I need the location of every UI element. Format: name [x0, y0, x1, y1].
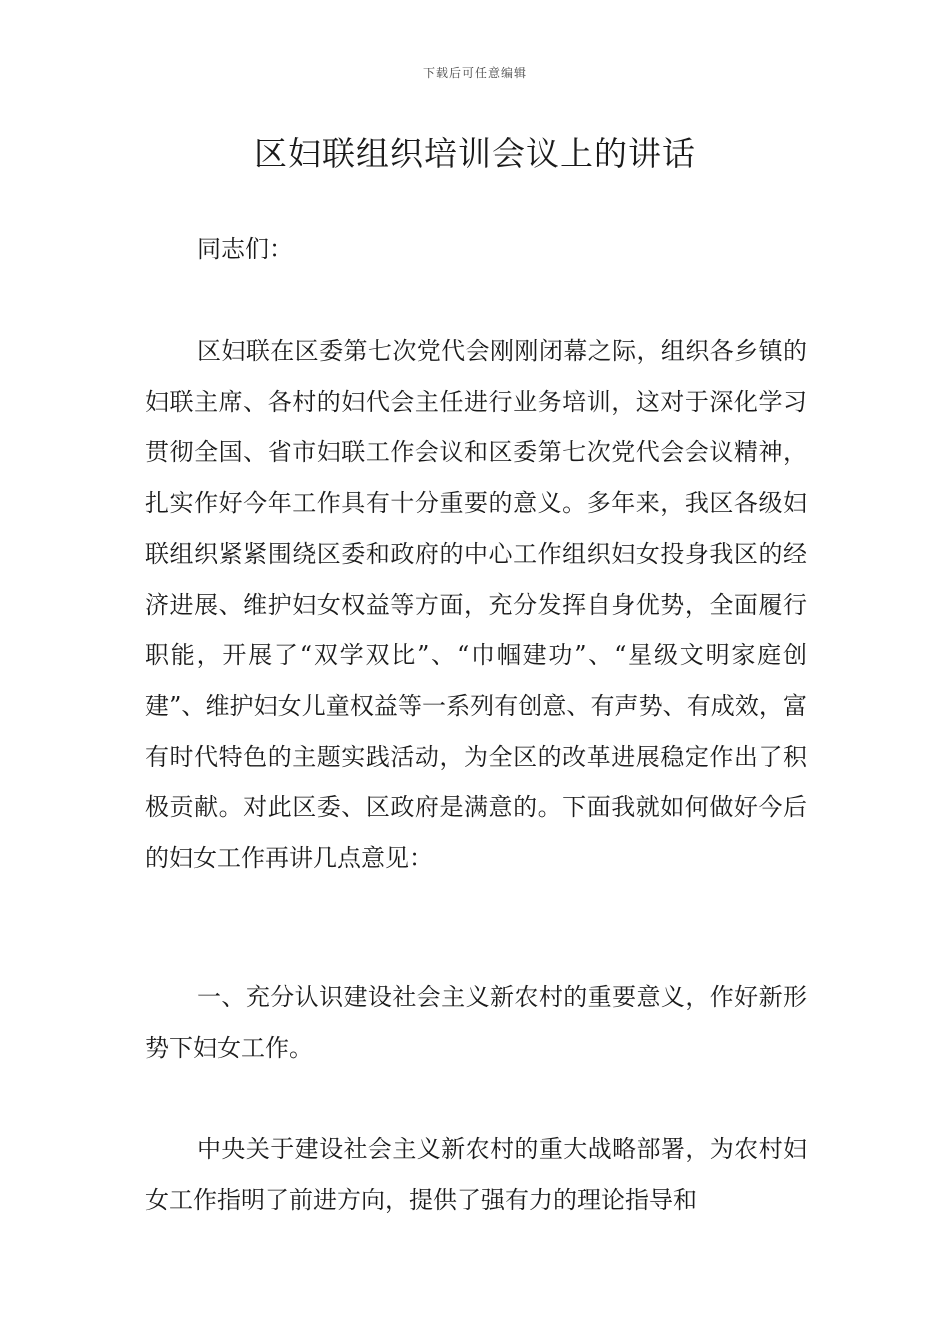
paragraph-central: 中央关于建设社会主义新农村的重大战略部署，为农村妇女工作指明了前进方向，提供了强有力的理论指导和: [145, 1135, 807, 1214]
header-note: 下载后可任意编辑: [422, 66, 527, 80]
greeting: 同志们：: [197, 235, 293, 263]
document-title: 区妇联组织培训会议上的讲话: [254, 134, 696, 173]
paragraph-intro: 区妇联在区委第七次党代会刚刚闭幕之际，组织各乡镇的妇联主席、各村的妇代会主任进行业务培训，这对于深化学习贯彻全国、省市妇联工作会议和区委第七次党代会会议精神，扎实作好今年工作具有十分重要的意义。多年来，我区各级妇联组织紧紧围绕区委和政府的中心工作组织妇女投身我区的经济进展、维护妇女权益等方面，充分发挥自身优势，全面履行职能，开展了“双学双比”、“巾帼建功”、“星级文明家庭创建”、维护妇女儿童权益等一系列有创意、有声势、有成效，富有时代特色的主题实践活动，为全区的改革进展稳定作出了积极贡献。对此区委、区政府是满意的。下面我就如何做好今后的妇女工作再讲几点意见：: [145, 337, 807, 873]
section-heading-1: 一、充分认识建设社会主义新农村的重要意义，作好新形势下妇女工作。: [145, 983, 807, 1062]
